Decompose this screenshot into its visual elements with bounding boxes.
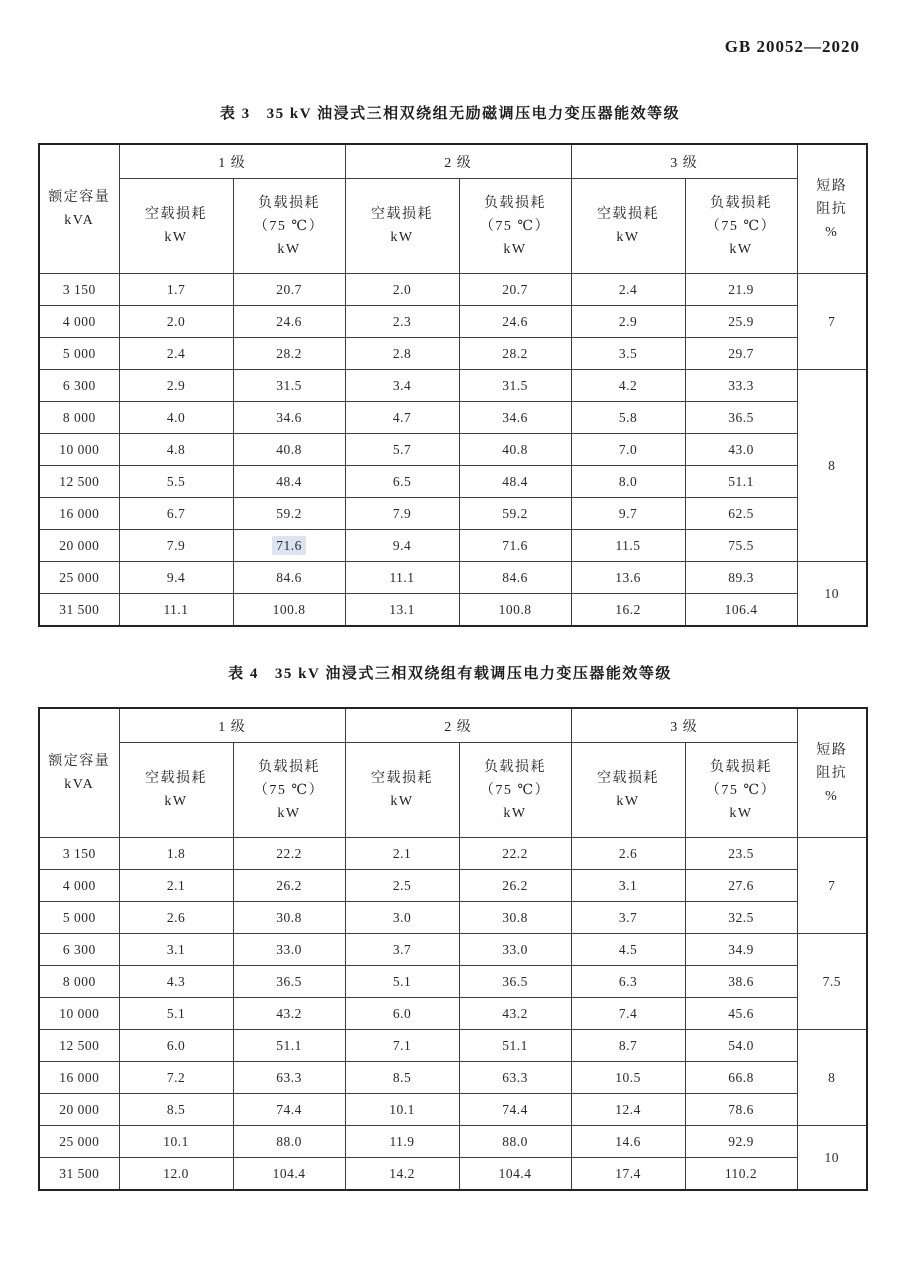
loss-value-cell: 33.3 bbox=[685, 370, 797, 402]
loss-value-cell: 2.6 bbox=[571, 838, 685, 870]
loss-value-cell: 30.8 bbox=[459, 902, 571, 934]
header-line: 负载损耗 bbox=[484, 759, 546, 775]
loss-value-cell: 100.8 bbox=[233, 594, 345, 627]
header-line: kVA bbox=[64, 777, 95, 792]
loss-value-cell: 4.5 bbox=[571, 934, 685, 966]
loss-value-cell: 26.2 bbox=[233, 870, 345, 902]
capacity-cell: 12 500 bbox=[39, 1030, 119, 1062]
loss-value-cell: 22.2 bbox=[459, 838, 571, 870]
loss-value-cell: 34.9 bbox=[685, 934, 797, 966]
header-line: 空载损耗 bbox=[145, 771, 207, 786]
table-row bbox=[39, 998, 867, 1030]
table-row bbox=[39, 934, 867, 966]
loss-value-cell bbox=[233, 530, 345, 562]
header-line: 额定容量 bbox=[48, 754, 111, 769]
capacity-cell: 6 300 bbox=[39, 370, 119, 402]
loss-value-cell: 11.1 bbox=[119, 594, 233, 627]
capacity-cell: 3 150 bbox=[39, 838, 119, 870]
loss-value-cell: 2.0 bbox=[119, 306, 233, 338]
loss-value-cell: 7.2 bbox=[119, 1062, 233, 1094]
grade-header: 1 级 bbox=[119, 708, 345, 743]
header-line: kW bbox=[729, 241, 753, 257]
loss-value-cell: 12.0 bbox=[119, 1158, 233, 1191]
loss-value-cell: 8.0 bbox=[571, 466, 685, 498]
loss-value-cell: 43.2 bbox=[233, 998, 345, 1030]
no-load-loss-header bbox=[119, 743, 233, 838]
loss-value-cell: 3.5 bbox=[571, 338, 685, 370]
table-row bbox=[39, 338, 867, 370]
load-loss-header bbox=[233, 179, 345, 274]
loss-value-cell: 33.0 bbox=[459, 934, 571, 966]
loss-value-cell: 32.5 bbox=[685, 902, 797, 934]
header-line: 额定容量 bbox=[48, 190, 111, 205]
loss-value-cell: 2.3 bbox=[345, 306, 459, 338]
loss-value-cell: 1.8 bbox=[119, 838, 233, 870]
header-line: kW bbox=[390, 230, 414, 245]
header-line: （75 ℃） bbox=[253, 218, 325, 234]
table-row bbox=[39, 1094, 867, 1126]
grade-header: 2 级 bbox=[345, 144, 571, 179]
loss-value-cell: 71.6 bbox=[459, 530, 571, 562]
loss-value-cell: 6.3 bbox=[571, 966, 685, 998]
loss-value-cell: 14.2 bbox=[345, 1158, 459, 1191]
no-load-loss-header bbox=[345, 743, 459, 838]
table-row bbox=[39, 370, 867, 402]
header-line: （75 ℃） bbox=[705, 782, 777, 798]
table-row bbox=[39, 594, 867, 627]
table4-energy-efficiency bbox=[38, 707, 868, 1191]
loss-value-cell: 8.7 bbox=[571, 1030, 685, 1062]
table4-title-text: 35 kV 油浸式三相双绕组有载调压电力变压器能效等级 bbox=[274, 666, 672, 682]
standard-number: GB 20052—2020 bbox=[724, 37, 860, 56]
header-line: kW bbox=[277, 805, 301, 821]
header-line: kW bbox=[616, 794, 640, 809]
table-row bbox=[39, 1158, 867, 1191]
loss-value-cell: 74.4 bbox=[459, 1094, 571, 1126]
loss-value-cell: 11.9 bbox=[345, 1126, 459, 1158]
loss-value-cell: 21.9 bbox=[685, 274, 797, 306]
capacity-cell: 3 150 bbox=[39, 274, 119, 306]
loss-value-cell: 13.1 bbox=[345, 594, 459, 627]
header-line: （75 ℃） bbox=[479, 782, 551, 798]
table-row bbox=[39, 530, 867, 562]
capacity-cell: 31 500 bbox=[39, 1158, 119, 1191]
loss-value-cell: 11.5 bbox=[571, 530, 685, 562]
loss-value-cell: 59.2 bbox=[233, 498, 345, 530]
load-loss-header bbox=[459, 743, 571, 838]
capacity-header bbox=[39, 708, 119, 838]
loss-value-cell: 40.8 bbox=[459, 434, 571, 466]
loss-value-cell: 17.4 bbox=[571, 1158, 685, 1191]
loss-value-cell: 6.0 bbox=[345, 998, 459, 1030]
loss-value-cell: 62.5 bbox=[685, 498, 797, 530]
loss-value-cell: 5.1 bbox=[119, 998, 233, 1030]
header-line: 空载损耗 bbox=[371, 771, 433, 786]
loss-value-cell: 7.1 bbox=[345, 1030, 459, 1062]
loss-value-cell: 2.4 bbox=[119, 338, 233, 370]
header-line: 负载损耗 bbox=[258, 759, 320, 775]
table4-title-prefix: 表 4 bbox=[228, 666, 259, 682]
loss-value-cell: 48.4 bbox=[233, 466, 345, 498]
header-group-row bbox=[39, 144, 867, 179]
loss-value-cell: 6.7 bbox=[119, 498, 233, 530]
loss-value-cell: 2.9 bbox=[571, 306, 685, 338]
table-row bbox=[39, 274, 867, 306]
header-group-row bbox=[39, 708, 867, 743]
loss-value-cell: 20.7 bbox=[233, 274, 345, 306]
loss-value-cell: 74.4 bbox=[233, 1094, 345, 1126]
load-loss-header bbox=[685, 179, 797, 274]
loss-value-cell: 5.7 bbox=[345, 434, 459, 466]
loss-value-cell: 9.4 bbox=[345, 530, 459, 562]
loss-value-cell: 9.4 bbox=[119, 562, 233, 594]
loss-value-cell: 25.9 bbox=[685, 306, 797, 338]
loss-value-cell: 84.6 bbox=[233, 562, 345, 594]
impedance-cell: 8 bbox=[797, 1030, 867, 1126]
header-line: kW bbox=[164, 794, 188, 809]
loss-value-cell: 33.0 bbox=[233, 934, 345, 966]
capacity-cell: 8 000 bbox=[39, 402, 119, 434]
loss-value-cell: 106.4 bbox=[685, 594, 797, 627]
loss-value-cell: 2.1 bbox=[119, 870, 233, 902]
loss-value-cell: 31.5 bbox=[233, 370, 345, 402]
loss-value-cell: 51.1 bbox=[459, 1030, 571, 1062]
table-row bbox=[39, 466, 867, 498]
loss-value-cell: 4.3 bbox=[119, 966, 233, 998]
header-line: 短路 bbox=[816, 742, 848, 758]
table-row bbox=[39, 402, 867, 434]
capacity-cell: 12 500 bbox=[39, 466, 119, 498]
loss-value-cell: 28.2 bbox=[233, 338, 345, 370]
loss-value-cell: 36.5 bbox=[685, 402, 797, 434]
header-line: 空载损耗 bbox=[597, 771, 659, 786]
loss-value-cell: 3.4 bbox=[345, 370, 459, 402]
header-line: （75 ℃） bbox=[705, 218, 777, 234]
loss-value-cell: 51.1 bbox=[233, 1030, 345, 1062]
loss-value-cell: 2.6 bbox=[119, 902, 233, 934]
table-row bbox=[39, 498, 867, 530]
load-loss-header bbox=[685, 743, 797, 838]
loss-value-cell: 20.7 bbox=[459, 274, 571, 306]
loss-value-cell: 27.6 bbox=[685, 870, 797, 902]
header-line: 负载损耗 bbox=[710, 195, 772, 211]
header-sub-row bbox=[39, 743, 867, 838]
loss-value-cell: 24.6 bbox=[233, 306, 345, 338]
loss-value-cell: 2.4 bbox=[571, 274, 685, 306]
capacity-cell: 4 000 bbox=[39, 870, 119, 902]
capacity-cell: 5 000 bbox=[39, 902, 119, 934]
loss-value-cell: 100.8 bbox=[459, 594, 571, 627]
capacity-cell: 10 000 bbox=[39, 434, 119, 466]
loss-value-cell: 1.7 bbox=[119, 274, 233, 306]
impedance-header bbox=[797, 144, 867, 274]
loss-value-cell: 59.2 bbox=[459, 498, 571, 530]
loss-value-cell: 26.2 bbox=[459, 870, 571, 902]
loss-value-cell: 5.5 bbox=[119, 466, 233, 498]
capacity-cell: 20 000 bbox=[39, 530, 119, 562]
loss-value-cell: 75.5 bbox=[685, 530, 797, 562]
header-line: 短路 bbox=[816, 178, 848, 194]
loss-value-cell: 104.4 bbox=[233, 1158, 345, 1191]
header-sub-row bbox=[39, 179, 867, 274]
impedance-cell: 7 bbox=[797, 838, 867, 934]
no-load-loss-header bbox=[571, 743, 685, 838]
loss-value-cell: 45.6 bbox=[685, 998, 797, 1030]
capacity-cell: 5 000 bbox=[39, 338, 119, 370]
loss-value-cell: 6.5 bbox=[345, 466, 459, 498]
loss-value-cell: 11.1 bbox=[345, 562, 459, 594]
table3-energy-efficiency bbox=[38, 143, 868, 627]
grade-header: 2 级 bbox=[345, 708, 571, 743]
no-load-loss-header bbox=[571, 179, 685, 274]
loss-value-cell: 3.0 bbox=[345, 902, 459, 934]
loss-value-cell: 14.6 bbox=[571, 1126, 685, 1158]
table-row bbox=[39, 562, 867, 594]
impedance-cell: 10 bbox=[797, 562, 867, 627]
table-row bbox=[39, 434, 867, 466]
loss-value-cell: 51.1 bbox=[685, 466, 797, 498]
grade-header: 1 级 bbox=[119, 144, 345, 179]
loss-value-cell: 24.6 bbox=[459, 306, 571, 338]
loss-value-cell: 43.2 bbox=[459, 998, 571, 1030]
loss-value-cell: 92.9 bbox=[685, 1126, 797, 1158]
loss-value-cell: 23.5 bbox=[685, 838, 797, 870]
table3-title bbox=[0, 102, 900, 123]
header-line: （75 ℃） bbox=[479, 218, 551, 234]
loss-value-cell: 89.3 bbox=[685, 562, 797, 594]
loss-value-cell: 12.4 bbox=[571, 1094, 685, 1126]
table-row bbox=[39, 870, 867, 902]
header-line: % bbox=[825, 224, 839, 240]
loss-value-cell: 8.5 bbox=[119, 1094, 233, 1126]
loss-value-cell: 30.8 bbox=[233, 902, 345, 934]
load-loss-header bbox=[459, 179, 571, 274]
table-row bbox=[39, 1030, 867, 1062]
loss-value-cell: 54.0 bbox=[685, 1030, 797, 1062]
capacity-cell: 31 500 bbox=[39, 594, 119, 627]
capacity-cell: 8 000 bbox=[39, 966, 119, 998]
loss-value-cell: 38.6 bbox=[685, 966, 797, 998]
capacity-cell: 4 000 bbox=[39, 306, 119, 338]
grade-header: 3 级 bbox=[571, 144, 797, 179]
loss-value-cell: 5.1 bbox=[345, 966, 459, 998]
capacity-cell: 25 000 bbox=[39, 1126, 119, 1158]
loss-value-cell: 2.5 bbox=[345, 870, 459, 902]
loss-value-cell: 4.2 bbox=[571, 370, 685, 402]
loss-value-cell: 2.8 bbox=[345, 338, 459, 370]
capacity-cell: 6 300 bbox=[39, 934, 119, 966]
loss-value-cell: 43.0 bbox=[685, 434, 797, 466]
loss-value-cell: 4.0 bbox=[119, 402, 233, 434]
loss-value-cell: 40.8 bbox=[233, 434, 345, 466]
load-loss-header bbox=[233, 743, 345, 838]
header-line: 空载损耗 bbox=[371, 207, 433, 222]
loss-value-cell: 7.0 bbox=[571, 434, 685, 466]
impedance-cell: 8 bbox=[797, 370, 867, 562]
table3-title-prefix: 表 3 bbox=[219, 106, 251, 122]
capacity-cell: 10 000 bbox=[39, 998, 119, 1030]
capacity-cell: 20 000 bbox=[39, 1094, 119, 1126]
loss-value-cell: 28.2 bbox=[459, 338, 571, 370]
loss-value-cell: 7.9 bbox=[119, 530, 233, 562]
table-row bbox=[39, 966, 867, 998]
header-line: kW bbox=[277, 241, 301, 257]
capacity-header bbox=[39, 144, 119, 274]
header-line: kW bbox=[616, 230, 640, 245]
loss-value-cell: 5.8 bbox=[571, 402, 685, 434]
table3-title-text: 35 kV 油浸式三相双绕组无励磁调压电力变压器能效等级 bbox=[266, 106, 681, 122]
table4-title bbox=[0, 662, 900, 683]
loss-value-cell: 8.5 bbox=[345, 1062, 459, 1094]
no-load-loss-header bbox=[119, 179, 233, 274]
loss-value-cell: 29.7 bbox=[685, 338, 797, 370]
header-line: 阻抗 bbox=[816, 201, 848, 217]
loss-value-cell: 16.2 bbox=[571, 594, 685, 627]
loss-value-cell: 3.7 bbox=[571, 902, 685, 934]
loss-value-cell: 2.0 bbox=[345, 274, 459, 306]
loss-value-cell: 31.5 bbox=[459, 370, 571, 402]
loss-value-cell: 4.8 bbox=[119, 434, 233, 466]
grade-header: 3 级 bbox=[571, 708, 797, 743]
highlighted-value: 71.6 bbox=[272, 536, 306, 555]
impedance-header bbox=[797, 708, 867, 838]
table-row bbox=[39, 306, 867, 338]
impedance-cell: 7.5 bbox=[797, 934, 867, 1030]
loss-value-cell: 22.2 bbox=[233, 838, 345, 870]
header-line: 空载损耗 bbox=[145, 207, 207, 222]
loss-value-cell: 4.7 bbox=[345, 402, 459, 434]
loss-value-cell: 36.5 bbox=[233, 966, 345, 998]
loss-value-cell: 10.1 bbox=[345, 1094, 459, 1126]
header-line: （75 ℃） bbox=[253, 782, 325, 798]
loss-value-cell: 78.6 bbox=[685, 1094, 797, 1126]
loss-value-cell: 3.1 bbox=[571, 870, 685, 902]
capacity-cell: 25 000 bbox=[39, 562, 119, 594]
capacity-cell: 16 000 bbox=[39, 1062, 119, 1094]
header-line: 负载损耗 bbox=[258, 195, 320, 211]
loss-value-cell: 7.9 bbox=[345, 498, 459, 530]
no-load-loss-header bbox=[345, 179, 459, 274]
header-line: 空载损耗 bbox=[597, 207, 659, 222]
loss-value-cell: 63.3 bbox=[459, 1062, 571, 1094]
header-line: kW bbox=[729, 805, 753, 821]
impedance-cell: 7 bbox=[797, 274, 867, 370]
loss-value-cell: 10.5 bbox=[571, 1062, 685, 1094]
loss-value-cell: 110.2 bbox=[685, 1158, 797, 1191]
loss-value-cell: 48.4 bbox=[459, 466, 571, 498]
header-line: kVA bbox=[64, 213, 95, 228]
loss-value-cell: 63.3 bbox=[233, 1062, 345, 1094]
capacity-cell: 16 000 bbox=[39, 498, 119, 530]
header-line: 负载损耗 bbox=[710, 759, 772, 775]
loss-value-cell: 2.9 bbox=[119, 370, 233, 402]
loss-value-cell: 6.0 bbox=[119, 1030, 233, 1062]
header-line: % bbox=[825, 788, 839, 804]
loss-value-cell: 104.4 bbox=[459, 1158, 571, 1191]
loss-value-cell: 34.6 bbox=[459, 402, 571, 434]
header-line: kW bbox=[390, 794, 414, 809]
loss-value-cell: 9.7 bbox=[571, 498, 685, 530]
table-row bbox=[39, 902, 867, 934]
loss-value-cell: 13.6 bbox=[571, 562, 685, 594]
impedance-cell: 10 bbox=[797, 1126, 867, 1191]
loss-value-cell: 34.6 bbox=[233, 402, 345, 434]
header-line: kW bbox=[503, 241, 527, 257]
table-row bbox=[39, 1126, 867, 1158]
table-row bbox=[39, 838, 867, 870]
loss-value-cell: 3.1 bbox=[119, 934, 233, 966]
table-row bbox=[39, 1062, 867, 1094]
loss-value-cell: 66.8 bbox=[685, 1062, 797, 1094]
loss-value-cell: 84.6 bbox=[459, 562, 571, 594]
header-line: 负载损耗 bbox=[484, 195, 546, 211]
loss-value-cell: 88.0 bbox=[459, 1126, 571, 1158]
loss-value-cell: 2.1 bbox=[345, 838, 459, 870]
loss-value-cell: 10.1 bbox=[119, 1126, 233, 1158]
loss-value-cell: 7.4 bbox=[571, 998, 685, 1030]
loss-value-cell: 3.7 bbox=[345, 934, 459, 966]
loss-value-cell: 36.5 bbox=[459, 966, 571, 998]
header-line: kW bbox=[503, 805, 527, 821]
header-line: 阻抗 bbox=[816, 765, 848, 781]
header-line: kW bbox=[164, 230, 188, 245]
loss-value-cell: 88.0 bbox=[233, 1126, 345, 1158]
